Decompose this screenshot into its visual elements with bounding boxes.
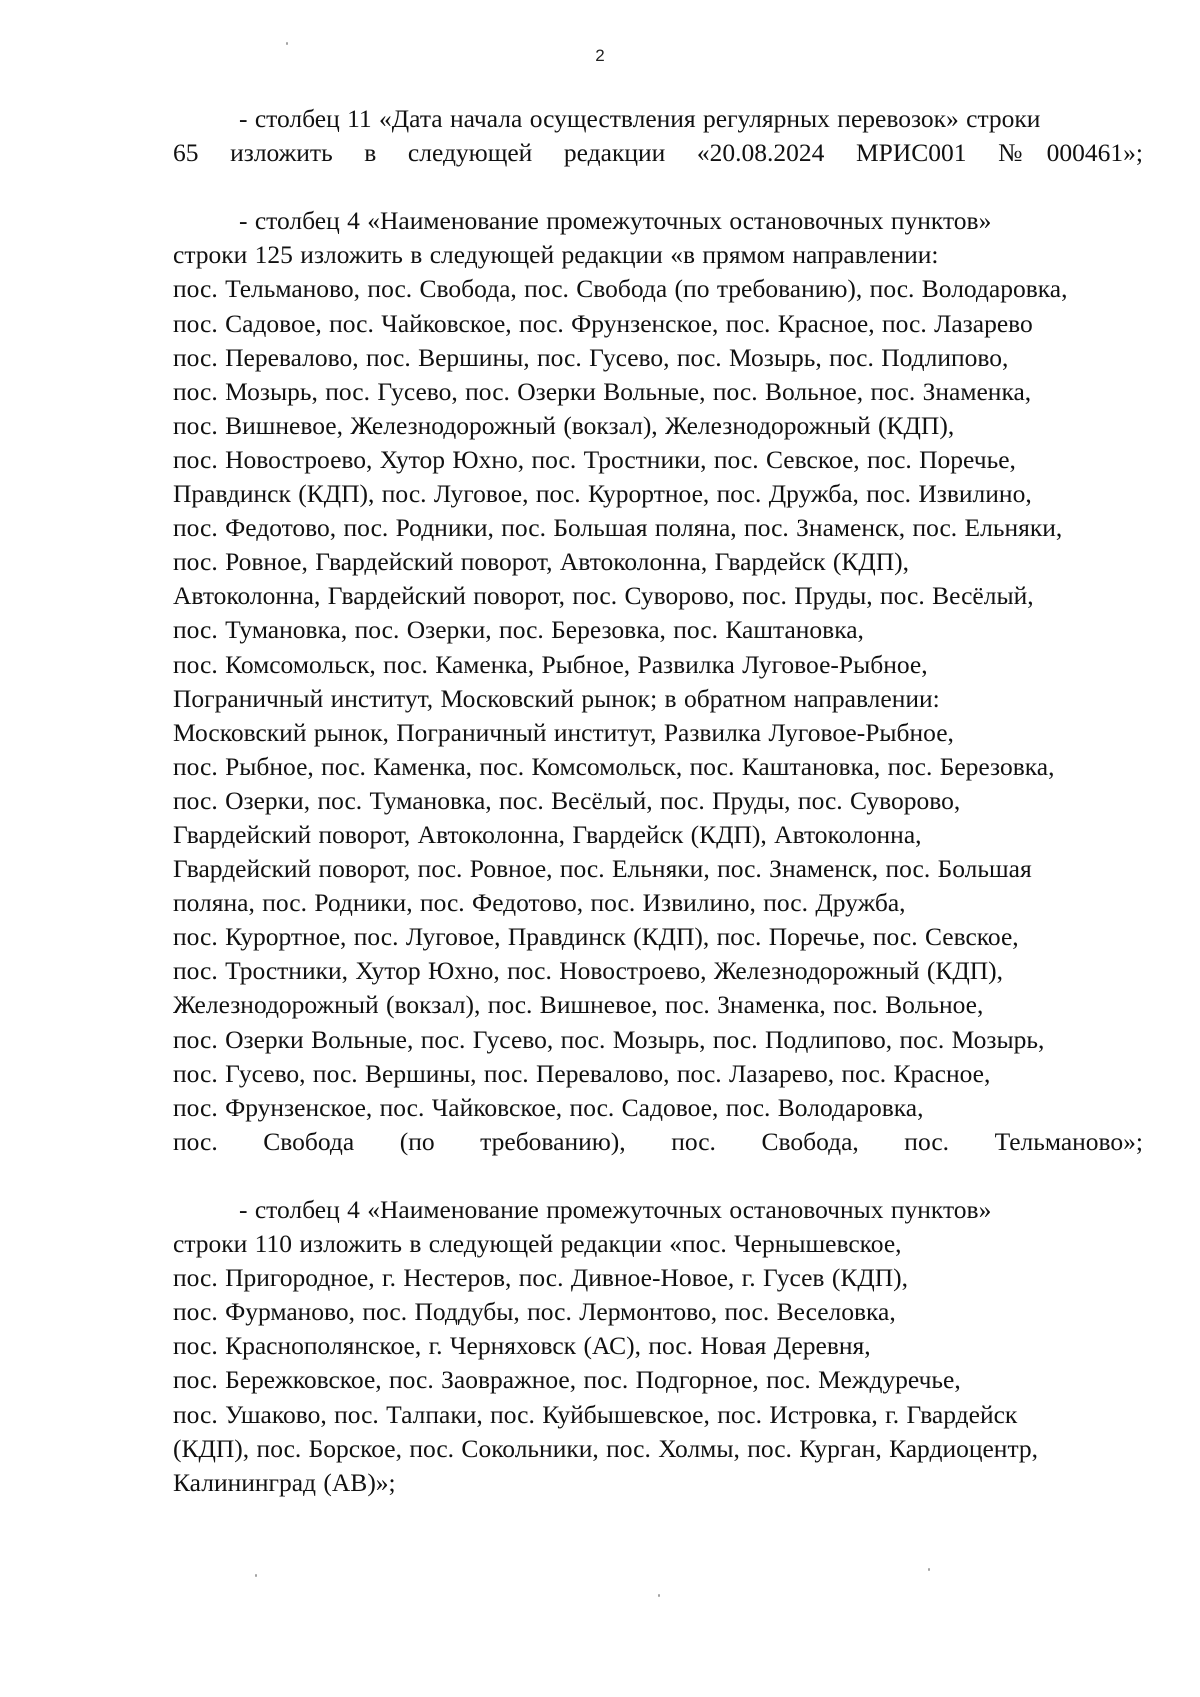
paragraph-column-4-row-125: - столбец 4 «Наименование промежуточных остановочных пунктов» строки 125 изложить в следующей редакции «в прямом направлении: пос. Тельманово, пос. Свобода, пос. Свобода (по требованию), пос. Володаровка, пос. Садовое, пос. Чайковское, пос. Фрунзенское, пос. Красное, пос. Лазарево пос. Перевалово, пос. Вершины, пос. Гусево, пос. Мозырь, пос. Подлипово, пос. Мозырь, пос. Гусево, пос. Озерки Вольные, пос. Вольное, пос. Знаменка, пос. Вишневое, Железнодорожный (вокзал), Железнодорожный (КДП), пос. Новостроево, Хутор Юхно, пос. Тростники, пос. Севское, пос. Поречье, Правдинск (КДП), пос. Луговое, пос. Курортное, пос. Дружба, пос. Извилино, пос. Федотово, пос. Родники, пос. Большая поляна, пос. Знаменск, пос. Ельняки, пос. Ровное, Гвардейский поворот, Автоколонна, Гвардейск (КДП), Автоколонна, Гвардейский поворот, пос. Суворово, пос. Пруды, пос. Весёлый, пос. Тумановка, пос. Озерки, пос. Березовка, пос. Каштановка, пос. Комсомольск, пос. Каменка, Рыбное, Развилка Луговое-Рыбное, Пограничный институт, Московский рынок; в обратном направлении: Московский рынок, Пограничный институт, Развилка Луговое-Рыбное, пос. Рыбное, пос. Каменка, пос. Комсомольск, пос. Каштановка, пос. Березовка, пос. Озерки, пос. Тумановка, пос. Весёлый, пос. Пруды, пос. Суворово, Гвардейский поворот, Автоколонна, Гвардейск (КДП), Автоколонна, Гвардейский поворот, пос. Ровное, пос. Ельняки, пос. Знаменск, пос. Большая поляна, пос. Родники, пос. Федотово, пос. Извилино, пос. Дружба, пос. Курортное, пос. Луговое, Правдинск (КДП), пос. Поречье, пос. Севское, пос. Тростники, Хутор Юхно, пос. Новостроево, Железнодорожный (КДП), Железнодорожный (вокзал), пос. Вишневое, пос. Знаменка, пос. Вольное, пос. Озерки Вольные, пос. Гусево, пос. Мозырь, пос. Подлипово, пос. Мозырь, пос. Гусево, пос. Вершины, пос. Перевалово, пос. Лазарево, пос. Красное, пос. Фрунзенское, пос. Чайковское, пос. Садовое, пос. Володаровка, пос. Свобода (по требованию), пос. Свобода, пос. Тельманово»; [173,206,1143,1156]
scan-speck [286,42,288,45]
scan-speck [658,1594,660,1597]
document-body [173,102,1143,1500]
paragraph-column-4-row-110: - столбец 4 «Наименование промежуточных остановочных пунктов» строки 110 изложить в следующей редакции «пос. Чернышевское, пос. Пригородное, г. Нестеров, пос. Дивное-Новое, г. Гусев (КДП), пос. Фурманово, пос. Поддубы, пос. Лермонтово, пос. Веселовка, пос. Краснополянское, г. Черняховск (АС), пос. Новая Деревня, пос. Бережковское, пос. Заовражное, пос. Подгорное, пос. Междуречье, пос. Ушаково, пос. Талпаки, пос. Куйбышевское, пос. Истровка, г. Гвардейск (КДП), пос. Борское, пос. Сокольники, пос. Холмы, пос. Курган, Кардиоцентр, Калининград (АВ)»; [173,1195,1039,1497]
scan-speck [928,1568,930,1571]
scan-speck [255,1574,257,1577]
paragraph-column-11-row-65: - столбец 11 «Дата начала осуществления регулярных перевозок» строки 65 изложить в следующей редакции «20.08.2024 МРИС001 №000461»; [173,104,1143,168]
page-number: 2 [595,46,605,65]
